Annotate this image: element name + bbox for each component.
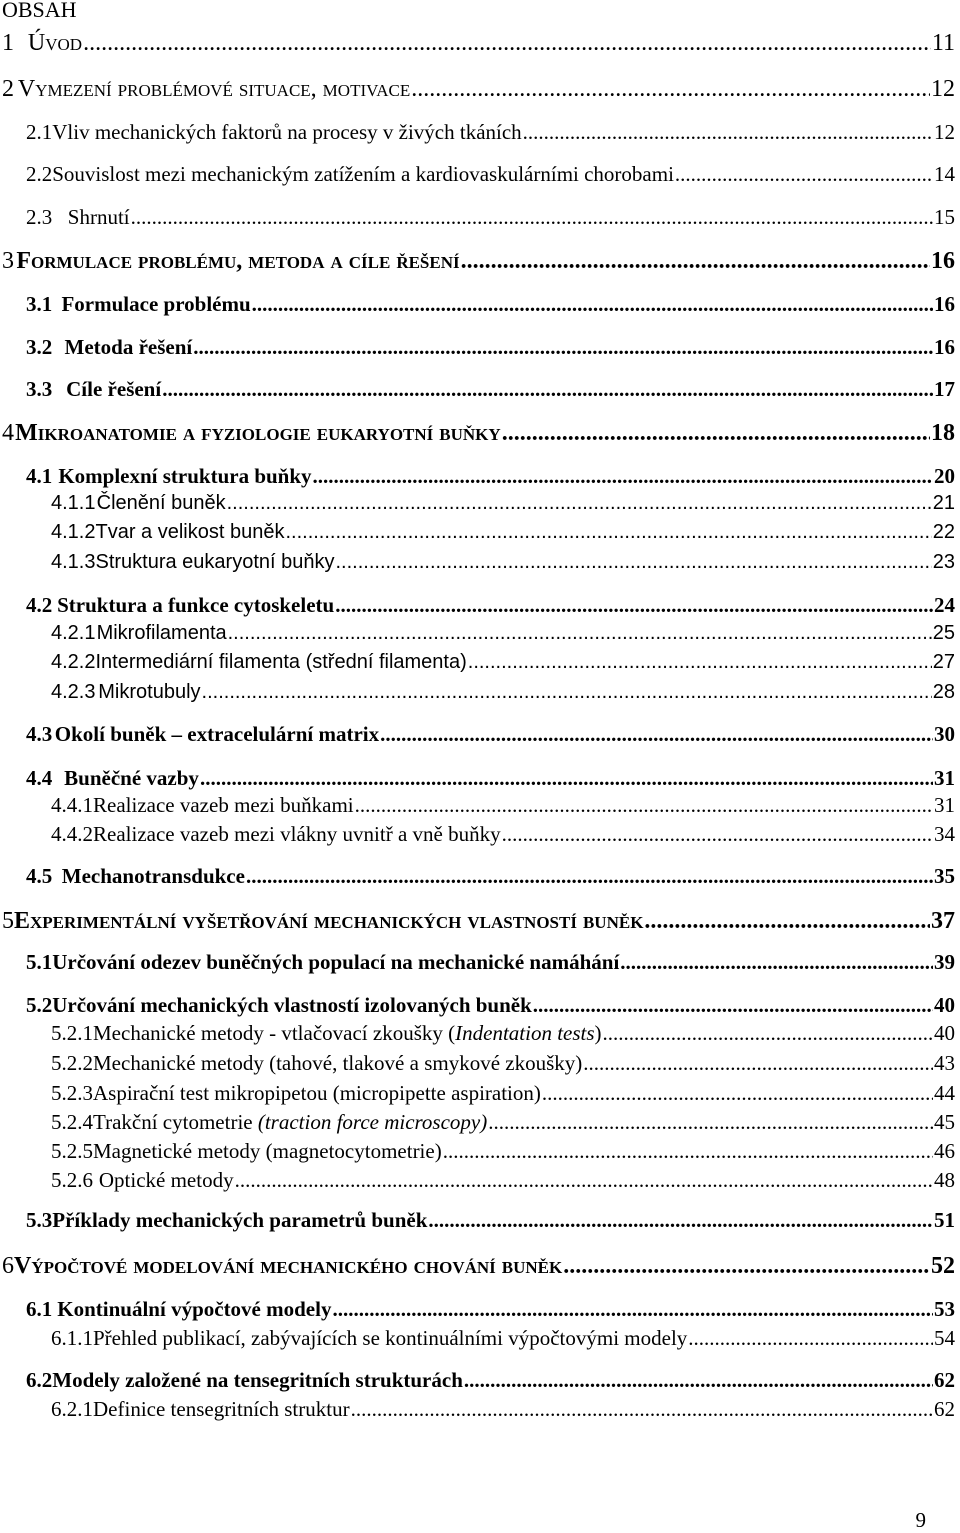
toc-entry-page: 40	[934, 1021, 955, 1045]
toc-entry-page: 46	[934, 1139, 955, 1163]
toc-entry-page: 16	[934, 292, 955, 316]
dot-leader	[332, 1297, 933, 1322]
toc-entry-number: 6.2	[26, 1368, 53, 1392]
toc-entry-page: 11	[931, 30, 955, 56]
toc-entry[interactable]	[0, 464, 955, 489]
dot-leader	[351, 1397, 933, 1422]
toc-entry-title-text: Realizace vazeb mezi buňkami	[93, 793, 354, 817]
toc-entry-title-text: Tvar a velikost buněk	[95, 521, 285, 543]
dot-leader	[131, 205, 933, 230]
toc-entry-page: 18	[931, 420, 955, 446]
toc-entry-title	[93, 1110, 487, 1135]
toc-entry-title	[58, 464, 311, 489]
dot-leader	[464, 1368, 933, 1393]
toc-entry-number: 2	[2, 76, 14, 102]
toc-entry[interactable]	[0, 1297, 955, 1322]
toc-entry-page: 24	[934, 593, 955, 617]
toc-entry-page: 22	[932, 521, 955, 543]
toc-entry-page: 53	[934, 1297, 955, 1321]
toc-entry-title	[93, 793, 354, 818]
toc-entry-title	[61, 292, 250, 317]
toc-entry-number: 5.2.1	[51, 1021, 93, 1045]
dot-leader	[252, 292, 933, 317]
dot-leader	[200, 766, 933, 791]
toc-entry[interactable]	[0, 822, 955, 847]
toc-entry-title-text: Určování odezev buněčných populací na mechanické namáhání	[52, 950, 620, 974]
dot-leader	[502, 822, 933, 847]
toc-entry[interactable]	[0, 681, 955, 704]
toc-entry-title	[97, 622, 227, 645]
toc-entry[interactable]	[0, 1021, 955, 1046]
toc-entry-page: 12	[931, 76, 955, 102]
toc-entry-page: 37	[931, 908, 955, 934]
toc-entry-title	[16, 248, 459, 275]
dot-leader	[227, 492, 932, 515]
toc-entry-title	[14, 1253, 562, 1280]
toc-entry-title	[93, 822, 501, 847]
dot-leader	[533, 993, 933, 1018]
dot-leader	[523, 120, 933, 145]
dot-leader	[461, 248, 930, 275]
toc-entry-page: 27	[932, 651, 955, 673]
toc-entry-number: 3	[2, 248, 14, 274]
toc-entry-title-text: Určování mechanických vlastností izolovaných buněk	[52, 993, 532, 1017]
toc-entry-page: 16	[934, 335, 955, 359]
toc-entry-number: 5.3	[26, 1208, 53, 1232]
toc-entry-title-text: Modely založené na tensegritních strukturách	[52, 1368, 463, 1392]
dot-leader	[675, 162, 933, 187]
toc-entry-page: 39	[934, 950, 955, 974]
toc-entry-number: 4.2	[26, 593, 53, 617]
toc-entry-title-text: Experimentální vyšetřování mechanických vlastností buněk	[14, 908, 644, 934]
toc-entry[interactable]	[0, 420, 955, 447]
toc-entry-number: 4.4	[26, 766, 53, 790]
toc-entry-number: 4.2.3	[51, 681, 96, 703]
dot-leader	[162, 377, 933, 402]
toc-entry-number: 5.2.2	[51, 1051, 93, 1075]
dot-leader	[202, 681, 932, 704]
toc-entry[interactable]	[0, 551, 955, 574]
toc-entry-title-text: Definice tensegritních struktur	[93, 1397, 350, 1421]
toc-entry-title-text: Členění buněk	[96, 492, 226, 514]
toc-entry-page: 35	[934, 864, 955, 888]
toc-entry-number: 5.2.6	[51, 1168, 93, 1192]
toc-entry[interactable]	[0, 1081, 955, 1106]
toc-entry[interactable]	[0, 30, 955, 57]
dot-leader	[355, 793, 933, 818]
toc-entry[interactable]	[0, 1139, 955, 1164]
toc-entry-title	[95, 651, 466, 674]
toc-entry-page: 25	[932, 622, 955, 644]
toc-entry-title	[64, 766, 199, 791]
toc-entry-title-text: Cíle řešení	[66, 377, 162, 401]
toc-entry-number: 4.2.2	[51, 651, 96, 673]
toc-entry-title-text: Mikrotubuly	[98, 681, 201, 703]
toc-entry-page: 30	[934, 722, 955, 746]
toc-entry-title-text: Vliv mechanických faktorů na procesy v živých tkáních	[52, 120, 522, 144]
dot-leader	[688, 1326, 933, 1351]
toc-entry-title-text: Vymezení problémové situace, motivace	[17, 76, 411, 102]
toc-entry-title	[93, 1397, 350, 1422]
toc-entry-title-italic: (traction force microscopy)	[257, 1110, 488, 1134]
toc-entry[interactable]	[0, 335, 955, 360]
toc-entry[interactable]	[0, 162, 955, 187]
toc-entry-number: 6.1.1	[51, 1326, 93, 1350]
toc-entry-title	[93, 1081, 541, 1106]
dot-leader	[235, 1168, 933, 1193]
toc-entry[interactable]	[0, 993, 955, 1018]
toc-entry-title-text: Trakční cytometrie	[93, 1110, 258, 1134]
toc-entry-title	[95, 551, 334, 574]
toc-entry-title-text: Shrnutí	[67, 205, 130, 229]
toc-entry-title	[68, 205, 130, 230]
toc-entry[interactable]	[0, 1253, 955, 1280]
toc-entry-title-after: )	[594, 1021, 602, 1045]
toc-entry-title-text: Okolí buněk – extracelulární matrix	[54, 722, 380, 746]
toc-entry-number: 5.2.3	[51, 1081, 93, 1105]
dot-leader	[542, 1081, 933, 1106]
toc-entry-number: 4	[2, 420, 14, 446]
toc-entry[interactable]	[0, 622, 955, 645]
toc-entry[interactable]	[0, 1110, 955, 1135]
toc-entry-title	[52, 120, 521, 145]
toc-entry-page: 34	[934, 822, 955, 846]
toc-entry-title-text: Formulace problému, metoda a cíle řešení	[16, 248, 460, 274]
dot-leader	[285, 521, 931, 544]
toc-entry-page: 48	[934, 1168, 955, 1192]
toc-entry-number: 5.1	[26, 950, 53, 974]
dot-leader	[563, 1253, 930, 1280]
toc-entry-number: 3.2	[26, 335, 53, 359]
toc-entry-page: 52	[931, 1253, 955, 1279]
toc-entry-page: 40	[934, 993, 955, 1017]
toc-entry-title-text: Aspirační test mikropipetou (micropipette aspiration)	[93, 1081, 541, 1105]
toc-entry-page: 21	[932, 492, 955, 514]
toc-entry[interactable]	[0, 292, 955, 317]
toc-entry[interactable]	[0, 1326, 955, 1351]
toc-entry-title	[52, 993, 532, 1018]
toc-entry-page: 45	[934, 1110, 955, 1134]
toc-entry-number: 4.5	[26, 864, 53, 888]
toc-entry[interactable]	[0, 120, 955, 145]
dot-leader	[644, 908, 930, 935]
toc-entry[interactable]	[0, 521, 955, 544]
toc-entry-title	[52, 1368, 463, 1393]
toc-entry[interactable]	[0, 1397, 955, 1422]
toc-entry-title-text: Mechanotransdukce	[61, 864, 245, 888]
toc-entry-title-text: Mechanické metody (tahové, tlakové a smykové zkoušky)	[93, 1051, 583, 1075]
toc-entry-page: 51	[934, 1208, 955, 1232]
toc-entry-number: 4.1.3	[51, 551, 96, 573]
toc-entry-title-text: Struktura a funkce cytoskeletu	[57, 593, 335, 617]
toc-entry[interactable]	[0, 205, 955, 230]
toc-entry[interactable]	[0, 1168, 955, 1193]
toc-entry-number: 6	[2, 1253, 14, 1279]
toc-entry-title	[52, 162, 674, 187]
toc-entry-title-text: Příklady mechanických parametrů buněk	[52, 1208, 428, 1232]
toc-entry-title	[55, 722, 379, 747]
toc-entry[interactable]	[0, 1208, 955, 1233]
toc-entry-title	[97, 492, 226, 515]
toc-entry-title-text: Magnetické metody (magnetocytometrie)	[93, 1139, 442, 1163]
toc-entry-title	[99, 1168, 234, 1193]
toc-entry-page: 12	[934, 120, 955, 144]
toc-entry-page: 16	[931, 248, 955, 274]
toc-entry-title-text: Buněčné vazby	[64, 766, 199, 790]
toc-entry-number: 5	[2, 908, 14, 934]
toc-entry[interactable]	[0, 651, 955, 674]
toc-entry-title	[52, 950, 619, 975]
toc-entry-title	[66, 377, 161, 402]
toc-entry-page: 17	[934, 377, 955, 401]
toc-entry[interactable]	[0, 1368, 955, 1393]
dot-leader	[335, 593, 933, 618]
toc-entry-title	[62, 864, 245, 889]
toc-entry[interactable]	[0, 593, 955, 618]
toc-entry-title	[98, 681, 200, 704]
toc-entry-number: 4.1.1	[51, 492, 96, 514]
dot-leader	[246, 864, 933, 889]
toc-entry-title-text: Mikrofilamenta	[96, 622, 227, 644]
toc-entry[interactable]	[0, 722, 955, 747]
toc-entry-number: 3.1	[26, 292, 53, 316]
dot-leader	[620, 950, 933, 975]
dot-leader	[502, 420, 930, 447]
toc-entry-title	[95, 521, 284, 544]
page-number: 9	[915, 1508, 926, 1532]
dot-leader	[228, 622, 932, 645]
toc-entry-title	[15, 420, 501, 447]
toc-entry-title-text: Úvod	[27, 30, 83, 56]
toc-entry[interactable]	[0, 766, 955, 791]
toc-entry-number: 4.4.2	[51, 822, 93, 846]
toc-entry-number: 5.2	[26, 993, 53, 1017]
toc-entry[interactable]	[0, 248, 955, 275]
toc-entry-page: 43	[934, 1051, 955, 1075]
dot-leader	[380, 722, 933, 747]
toc-entry[interactable]	[0, 377, 955, 402]
dot-leader	[83, 30, 931, 57]
toc-entry-title	[57, 1297, 331, 1322]
toc-entry[interactable]	[0, 793, 955, 818]
toc-entry-title	[93, 1326, 687, 1351]
toc-entry-page: 54	[934, 1326, 955, 1350]
page-title: OBSAH	[2, 0, 77, 22]
dot-leader	[583, 1051, 933, 1076]
toc-entry-title-text: Intermediární filamenta (střední filamenta)	[95, 651, 467, 673]
toc-entry-page: 23	[932, 551, 955, 573]
toc-entry[interactable]	[0, 908, 955, 935]
toc-entry-page: 15	[934, 205, 955, 229]
toc-entry-title	[14, 908, 643, 935]
toc-entry-number: 4.2.1	[51, 622, 96, 644]
toc-entry-number: 6.1	[26, 1297, 53, 1321]
toc-entry-title	[28, 30, 82, 57]
toc-entry-title-text: Komplexní struktura buňky	[58, 464, 312, 488]
dot-leader	[313, 464, 933, 489]
dot-leader	[336, 551, 932, 574]
toc-entry-title	[93, 1139, 442, 1164]
toc-entry-number: 4.4.1	[51, 793, 93, 817]
toc-entry-title	[18, 76, 410, 103]
toc-entry-number: 2.2	[26, 162, 53, 186]
toc-entry-number: 1	[2, 30, 14, 56]
toc-entry-page: 14	[934, 162, 955, 186]
toc-entry-title-text: Mikroanatomie a fyziologie eukaryotní buňky	[15, 420, 501, 446]
toc-entry-page: 28	[932, 681, 955, 703]
toc-entry-title	[65, 335, 193, 360]
toc-entry-title	[93, 1021, 602, 1046]
toc-entry-page: 31	[934, 766, 955, 790]
toc-entry-number: 4.1.2	[51, 521, 96, 543]
dot-leader	[488, 1110, 933, 1135]
toc-entry-page: 62	[934, 1397, 955, 1421]
toc-entry[interactable]	[0, 76, 955, 103]
toc-entry-title-text: Mechanické metody - vtlačovací zkoušky (	[93, 1021, 456, 1045]
dot-leader	[468, 651, 932, 674]
toc-entry-title-text: Souvislost mezi mechanickým zatížením a kardiovaskulárními chorobami	[52, 162, 674, 186]
toc-entry-title-text: Kontinuální výpočtové modely	[57, 1297, 332, 1321]
toc-entry-title-text: Výpočtové modelování mechanického chování buněk	[14, 1253, 563, 1279]
toc-entry[interactable]	[0, 864, 955, 889]
toc-entry-page: 62	[934, 1368, 955, 1392]
toc-entry[interactable]	[0, 492, 955, 515]
toc-entry-number: 4.1	[26, 464, 53, 488]
toc-entry-number: 2.1	[26, 120, 53, 144]
dot-leader	[193, 335, 933, 360]
toc-entry-title-text: Optické metody	[98, 1168, 234, 1192]
toc-entry-title-text: Přehled publikací, zabývajících se kontinuálními výpočtovými modely	[93, 1326, 688, 1350]
toc-entry-number: 5.2.4	[51, 1110, 93, 1134]
dot-leader	[603, 1021, 933, 1046]
toc-entry-title	[57, 593, 334, 618]
toc-entry-number: 4.3	[26, 722, 53, 746]
toc-entry-number: 2.3	[26, 205, 53, 229]
toc-entry-number: 5.2.5	[51, 1139, 93, 1163]
toc-entry-title-italic: Indentation tests	[455, 1021, 595, 1045]
toc-entry-page: 31	[934, 793, 955, 817]
toc-entry-title	[93, 1051, 582, 1076]
toc-entry-page: 44	[934, 1081, 955, 1105]
toc-entry-title	[52, 1208, 427, 1233]
toc-entry-title-text: Struktura eukaryotní buňky	[95, 551, 335, 573]
dot-leader	[443, 1139, 933, 1164]
dot-leader	[411, 76, 930, 103]
dot-leader	[428, 1208, 933, 1233]
toc-entry-title-text: Realizace vazeb mezi vlákny uvnitř a vně buňky	[93, 822, 501, 846]
toc-entry-number: 3.3	[26, 377, 53, 401]
toc-entry-title-text: Formulace problému	[61, 292, 251, 316]
toc-entry[interactable]	[0, 950, 955, 975]
toc-entry-page: 20	[934, 464, 955, 488]
toc-entry-number: 6.2.1	[51, 1397, 93, 1421]
toc-entry[interactable]	[0, 1051, 955, 1076]
toc-entry-title-text: Metoda řešení	[64, 335, 193, 359]
